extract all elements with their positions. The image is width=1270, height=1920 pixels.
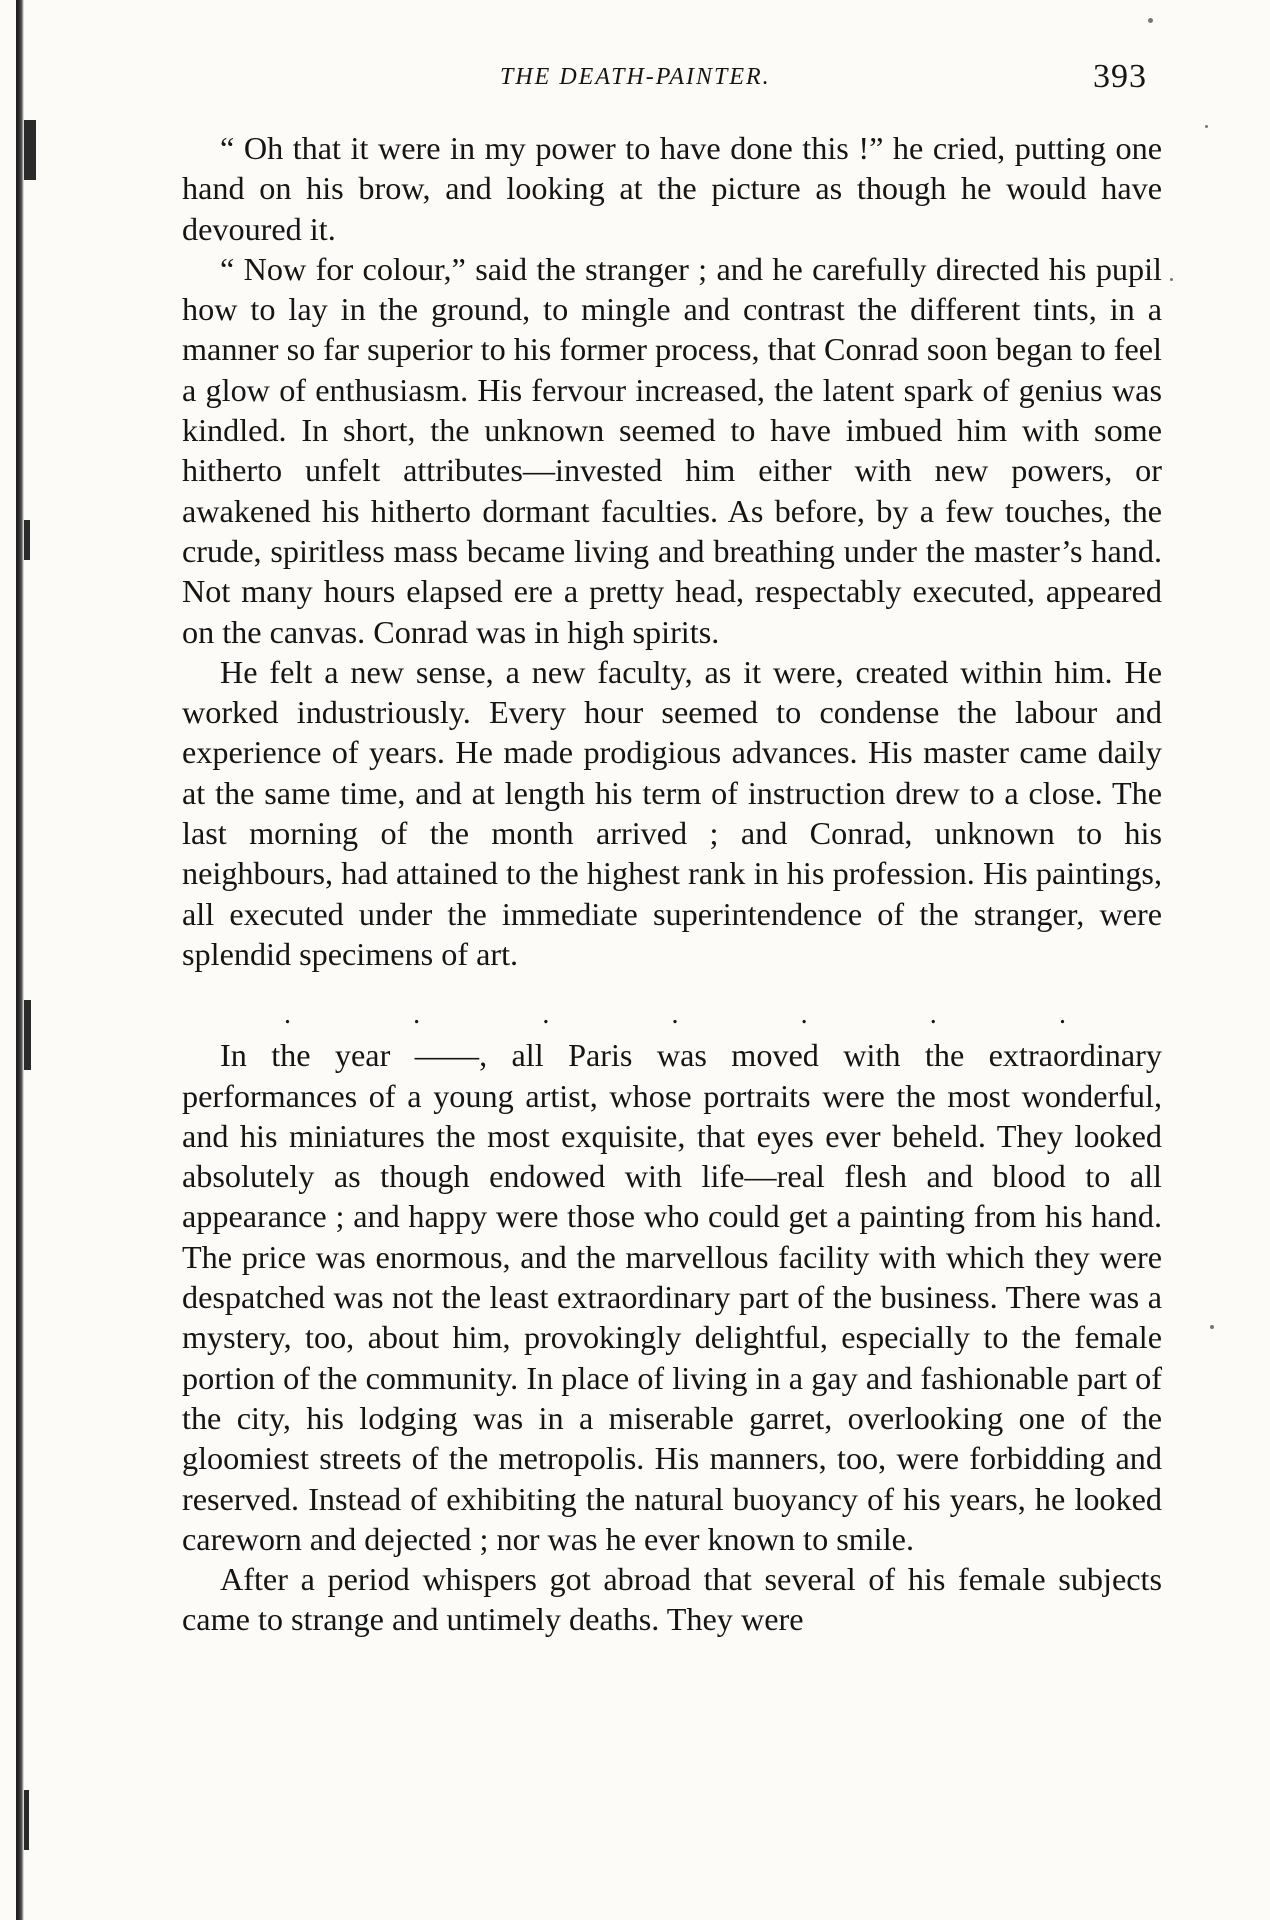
body-text [182, 128, 1162, 1640]
page-number: 393 [1093, 58, 1147, 95]
paper-speck [1210, 1325, 1214, 1329]
paper-speck [1205, 125, 1208, 128]
paragraph: “ Oh that it were in my power to have done this !” he cried, putting one hand on his brow, and looking at the picture as though he would have devoured it. [182, 130, 1162, 247]
page-binding-edge [16, 0, 24, 1920]
binding-shadow-mark [24, 520, 30, 560]
section-break-dot: . [284, 999, 291, 1031]
running-head-title: THE DEATH-PAINTER. [500, 64, 771, 90]
binding-shadow-mark [24, 1790, 29, 1850]
paper-speck [1148, 18, 1153, 23]
paragraph: “ Now for colour,” said the stranger ; and he carefully directed his pupil how to lay in the ground, to mingle and contrast the different tints, in a manner so far superior to his former process, that Conrad soon began to feel a glow of enthusiasm. His fervour increased, the latent spark of genius was kindled. In short, the unknown seemed to have imbued him with some hitherto unfelt attributes—invested him either with new powers, or awakened his hitherto dormant faculties. As before, by a few touches, the crude, spiritless mass became living and breathing under the master’s hand. Not many hours elapsed ere a pretty head, respectably executed, appeared on the canvas. Conrad was in high spirits. [182, 250, 1162, 650]
section-break-dot: . [413, 999, 421, 1031]
paragraph: In the year ——, all Paris was moved with the extraordinary performances of a young artist, whose portraits were the most wonderful, and his miniatures the most exquisite, that eyes ever beheld. They looked absolutely as though endowed with life—real flesh and blood to all appearance ; and happy were those who could get a painting from his hand. The price was enormous, and the marvellous facility with which they were despatched was not the least extraordinary part of the business. There was a mystery, too, about him, provokingly delightful, especially to the female portion of the community. In place of living in a gay and fashionable part of the city, his lodging was in a miserable garret, overlooking one of the gloomiest streets of the metropolis. His manners, too, were forbidding and reserved. Instead of exhibiting the natural buoyancy of his years, he looked careworn and dejected ; nor was he ever known to smile. [182, 1037, 1162, 1557]
binding-shadow-mark [24, 120, 36, 180]
section-break-dot: . [929, 999, 937, 1031]
section-break-dot: . [542, 999, 550, 1031]
section-break-dot: . [1058, 999, 1066, 1031]
section-break-dot: . [671, 999, 679, 1031]
paragraph: After a period whispers got abroad that several of his female subjects came to strange and untimely deaths. They were [182, 1561, 1162, 1638]
binding-shadow-mark [24, 1000, 31, 1070]
section-break [284, 995, 1066, 1035]
running-head [0, 58, 1270, 108]
paper-speck [1170, 278, 1173, 281]
section-break-dot: . [800, 999, 808, 1031]
paragraph: He felt a new sense, a new faculty, as it were, created within him. He worked industriously. Every hour seemed to condense the labour and experience of years. He made prodigious advances. His master came daily at the same time, and at length his term of instruction drew to a close. The last morning of the month arrived ; and Conrad, unknown to his neighbours, had attained to the highest rank in his profession. His paintings, all executed under the immediate superintendence of the stranger, were splendid specimens of art. [182, 653, 1162, 972]
